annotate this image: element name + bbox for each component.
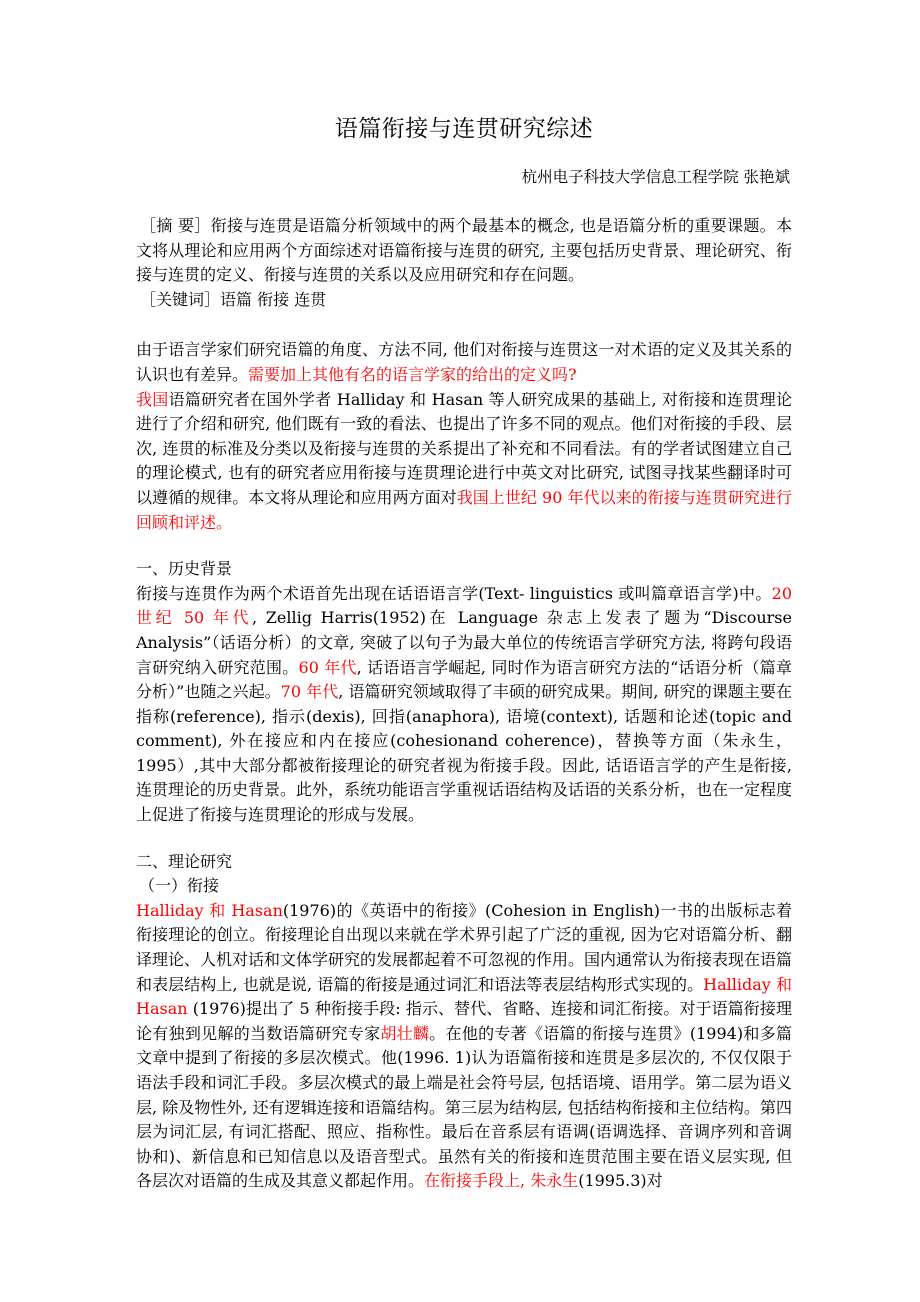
s1-text-2: , Zellig Harris(1952)在 Language 杂志上发表了题为“Discourse Analysis”（话语分析）的文章, 突破了以句子为最大单位的传统语言学研究方法, 将跨句段语言研究纳入研究范围。 <box>136 608 792 677</box>
section-heading-history: 一、历史背景 <box>136 559 233 579</box>
s2-highlight-4: 在衔接手段上, 朱永生 <box>424 1171 579 1191</box>
section-heading-theory: 二、理论研究 <box>136 851 233 871</box>
keywords-paragraph <box>136 288 792 313</box>
intro-paragraph-2 <box>136 388 792 536</box>
page-title: 语篇衔接与连贯研究综述 <box>334 116 594 142</box>
intro-paragraph-1 <box>136 338 792 387</box>
author-affiliation-line: 杭州电子科技大学信息工程学院 张艳斌 <box>521 168 790 186</box>
s1-text-4: , 语篇研究领域取得了丰硕的研究成果。期间, 研究的课题主要在指称(reference), 指示(dexis), 回指(anaphora), 语境(context), 话题和论述(topic and comment), 外在接应和内在接应(cohesionand coherence)，替换等方面（朱永生，1995）,其中大部分都被衔接理论的研究者视为衔接手段。因此, 话语语言学的产生是衔接, 连贯理论的历史背景。此外，系统功能语言学重视话语结构及话语的关系分析，也在一定程度上促进了衔接与连贯理论的形成与发展。 <box>136 682 793 825</box>
subsection-heading-cohesion: （一）衔接 <box>139 876 220 896</box>
s1-highlight-1: 20 世纪 50 年代 <box>136 583 792 628</box>
abstract-block <box>136 188 792 312</box>
s1-text-3: , 话语语言学崛起, 同时作为语言研究方法的“话语分析（篇章分析）”也随之兴起。 <box>136 657 792 702</box>
document-content <box>136 0 792 1194</box>
keywords-label: ［关键词］ <box>140 289 221 309</box>
abstract-label: ［摘 要］ <box>140 216 211 235</box>
s2-highlight-2: Halliday 和 Hasan <box>136 974 792 1019</box>
spacer <box>136 828 792 850</box>
intro-text-2: 语篇研究者在国外学者 Halliday 和 Hasan 等人研究成果的基础上, 对衔接和连贯理论进行了介绍和研究, 他们既有一致的看法、也提出了许多不同的观点。他们对衔接的手段、层次, 连贯的标准及分类以及衔接与连贯的关系提出了补充和不同看法。有的学者试图建立自己的理论模式, 也有的研究者应用衔接与连贯理论进行中英文对比研究, 试图寻找某些翻译时可以遵循的规律。本文将从理论和应用两方面对 <box>136 389 792 507</box>
s2-highlight-1: Halliday 和 Hasan <box>136 900 283 920</box>
spacer <box>136 535 792 557</box>
keywords-text: 语篇 衔接 连贯 <box>220 289 327 309</box>
s1-highlight-2: 60 年代 <box>298 657 357 677</box>
s1-text-1: 衔接与连贯作为两个术语首先出现在话语语言学(Text- linguistics 或叫篇章语言学)中。 <box>136 583 772 603</box>
section1-paragraph <box>136 582 792 828</box>
s2-text-4: (1995.3)对 <box>578 1171 663 1191</box>
spacer <box>136 312 792 338</box>
s1-highlight-3: 70 年代 <box>280 682 339 702</box>
abstract-text: 衔接与连贯是语篇分析领域中的两个最基本的概念, 也是语篇分析的重要课题。本文将从理论和应用两个方面综述对语篇衔接与连贯的研究, 主要包括历史背景、理论研究、衔接与连贯的定义、衔接与连贯的关系以及应用研究和存在问题。 <box>136 216 792 285</box>
intro-highlight-3: 我国上世纪 90 年代以来的衔接与连贯研究进行回顾和评述。 <box>136 487 792 532</box>
s2-text-3: 。在他的专著《语篇的衔接与连贯》(1994)和多篇文章中提到了衔接的多层次模式。他(1996. 1)认为语篇衔接和连贯是多层次的, 不仅仅限于语法手段和词汇手段。多层次模式的最上端是社会符号层, 包括语境、语用学。第二层为语义层, 除及物性外, 还有逻辑连接和语篇结构。第三层为结构层, 包括结构衔接和主位结构。第四层为词汇层, 有词汇搭配、照应、指称性。最后在音系层有语调(语调选择、音调序列和音调协和)、新信息和已知信息以及语音型式。虽然有关的衔接和连贯范围主要在语义层实现, 但各层次对语篇的生成及其意义都起作用。 <box>136 1023 792 1191</box>
abstract-paragraph <box>136 214 792 288</box>
intro-text-1: 由于语言学家们研究语篇的角度、方法不同, 他们对衔接与连贯这一对术语的定义及其关系的认识也有差异。 <box>136 340 792 384</box>
section2-paragraph <box>136 899 792 1194</box>
intro-highlight-2: 我国 <box>136 389 169 409</box>
s2-text-2: (1976)提出了 5 种衔接手段: 指示、替代、省略、连接和词汇衔接。对于语篇衔接理论有独到见解的当数语篇研究专家 <box>136 999 792 1043</box>
s2-highlight-3: 胡壮麟 <box>380 1023 430 1043</box>
intro-highlight-1: 需要加上其他有名的语言学家的给出的定义吗? <box>248 364 577 384</box>
s2-text-1: (1976)的《英语中的衔接》(Cohesion in English)一书的出版标志着衔接理论的创立。衔接理论自出现以来就在学术界引起了广泛的重视, 因为它对语篇分析、翻译理论、人机对话和文体学研究的发展都起着不可忽视的作用。国内通常认为衔接表现在语篇和表层结构上, 也就是说, 语篇的衔接是通过词汇和语法等表层结构形式实现的。 <box>136 900 793 994</box>
